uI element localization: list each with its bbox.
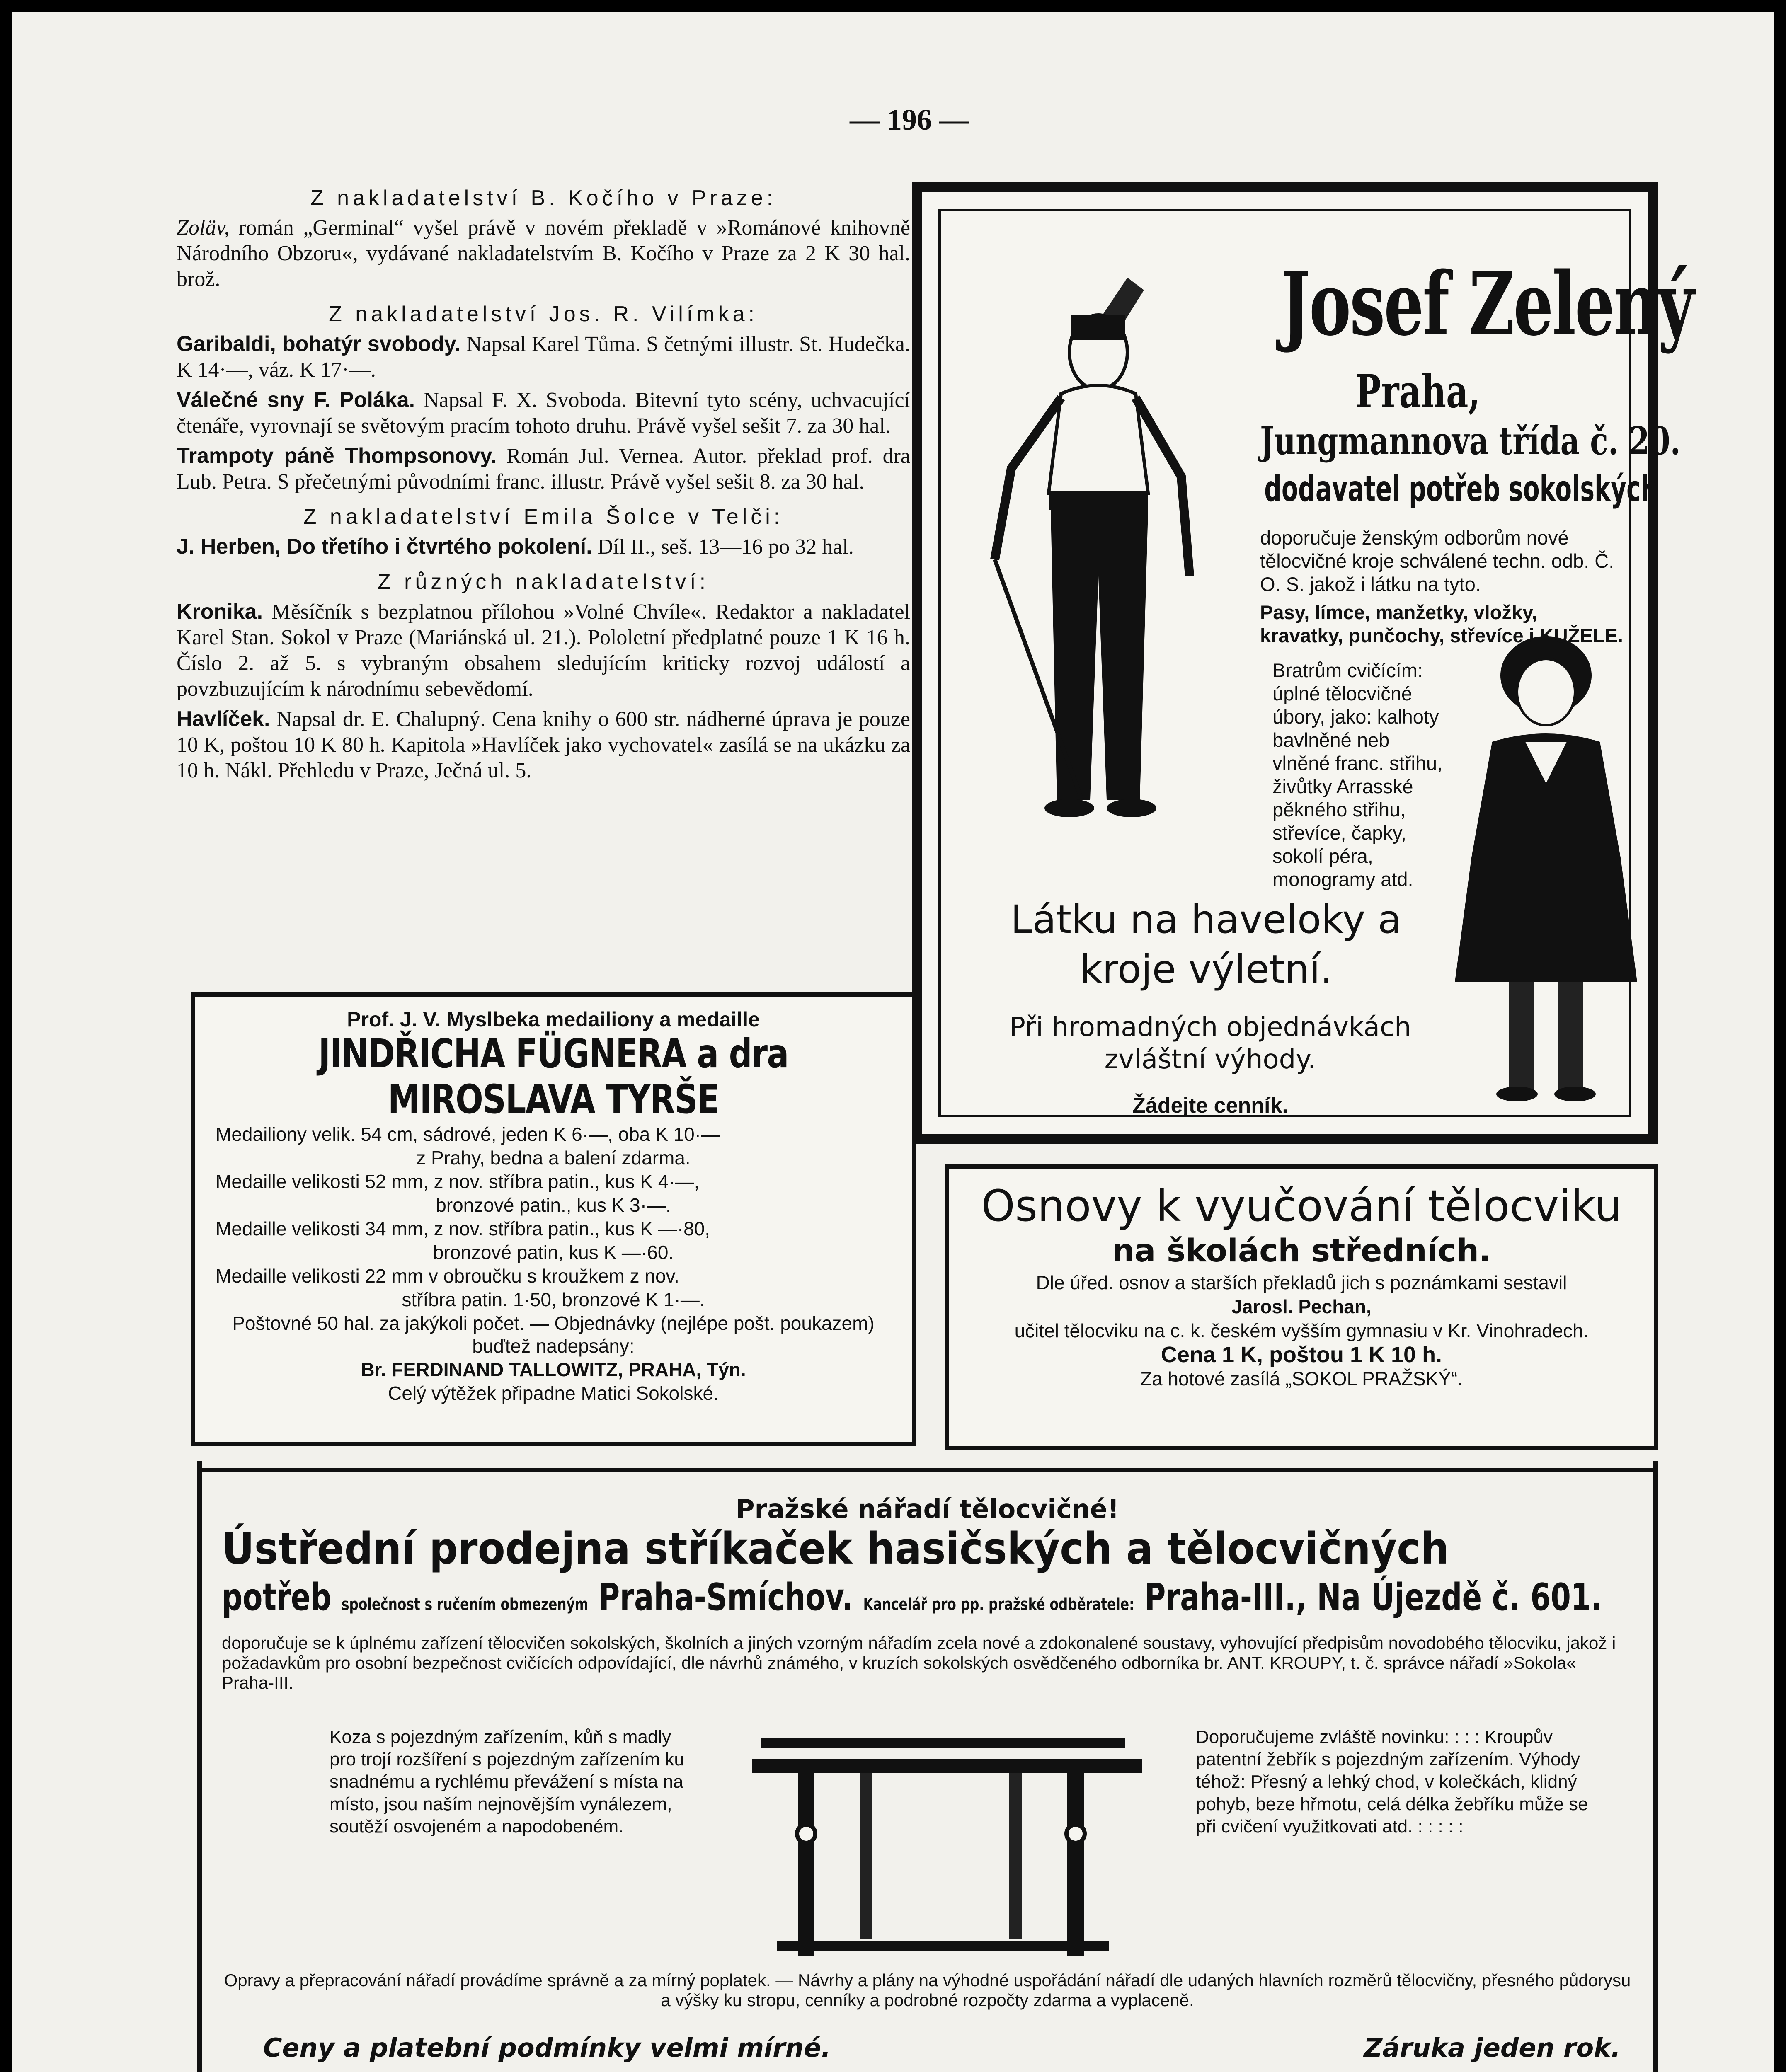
medal-ad-row: bronzové patin., kus K 3·—. — [436, 1194, 671, 1216]
prazske-footer-right: Záruka jeden rok. — [1364, 2033, 1621, 2063]
medal-advertisement — [191, 992, 916, 1446]
medal-ad-row: Celý výtěžek připadne Matici Sokolské. — [388, 1382, 719, 1404]
medal-ad-row: Br. FERDINAND TALLOWITZ, PRAHA, Týn. — [361, 1359, 746, 1380]
prazske-body — [222, 1494, 1633, 2072]
entry-text: román „Germinal“ vyšel právě v novém překladě v »Románové knihovně Národního Obzoru«, vydávané nakladatelstvím B. Kočího v Praze za 2 K 30 hal. brož. — [177, 216, 911, 291]
osnovy-line: Dle úřed. osnov a starších překladů jich s poznámkami sestavil — [1036, 1272, 1567, 1293]
zeleny-paragraph-1: doporučuje ženským odborům nové tělocvičné kroje schválené techn. odb. Č. O. S. jakož i látku na tyto. — [1260, 527, 1614, 595]
zeleny-paragraph-2: Pasy, límce, manžetky, vložky, kravatky, punčochy, střevíce i KUŽELE. — [1260, 601, 1623, 646]
entry-title: Zoläv, — [177, 216, 230, 240]
zeleny-city: Praha, — [1355, 365, 1481, 418]
publisher-news-column — [177, 176, 910, 788]
news-entry — [177, 215, 910, 292]
section-heading: Z nakladatelství Emila Šolce v Telči: — [303, 505, 784, 529]
entry-text: Měsíčník s bezplatnou přílohou »Volné Chvíle«. Redaktor a nakladatel Karel Stan. Sokol v Praze (Mariánská ul. 21.). Pololetní předplatné pouze 1 K 16 h. Číslo 2. až 5. s vybraným obsahem sledujícím kriticky rozvoj událostí a povzbuzujícím k národnímu sebevědomí. — [177, 600, 911, 701]
medal-ad-row: Medaille velikosti 52 mm, z nov. stříbra patin., kus K 4·—, — [216, 1171, 700, 1192]
page-number: — 196 — — [850, 103, 969, 136]
entry-text: Napsal Karel Tůma. S četnými illustr. St. Hudečka. K 14·—, váz. K 17·—. — [177, 332, 911, 382]
news-entry — [177, 599, 910, 702]
entry-title: Kronika. — [177, 600, 263, 624]
news-entry — [177, 331, 910, 383]
prazske-location: Praha-Smíchov. — [598, 1576, 853, 1619]
entry-title: Trampoty páně Thompsonovy. — [177, 444, 497, 468]
left-border — [197, 1461, 202, 2072]
medal-ad-row: Poštovné 50 hal. za jakýkoli počet. — Objednávky (nejlépe pošt. poukazem) buďtež nadepsány: — [232, 1312, 875, 1357]
news-entry — [177, 706, 910, 784]
prazske-office-label: Kancelář pro pp. pražské odběratele: — [863, 1595, 1134, 1614]
zeleny-bulk-offer: Při hromadných objednávkách zvláštní výhody. — [1009, 1012, 1411, 1075]
prazske-right-text: Doporučujeme zvláště novinku: : : : Kroupův patentní žebřík s pojezdným zařízením. Výhody téhož: Přesný a lehký chod, v kolečkách, klidný pohyb, beze hřmotu, celá délka žebříku může se při cvičení využitkovati atd. : : : : : — [1196, 1727, 1588, 1837]
medal-ad-row: Medaille velikosti 22 mm v obroučku s kroužkem z nov. — [216, 1265, 679, 1287]
prazske-company-line — [222, 1573, 1602, 1629]
osnovy-price: Cena 1 K, poštou 1 K 10 h. — [1161, 1342, 1442, 1367]
prazske-bottom-text: Opravy a přepracování nářadí provádíme správně a za mírný poplatek. — Návrhy a plány na výhodné uspořádání nářadí dle udaných hlavních rozměrů tělocvičny, přesného půdorysu a výšky ku stropu, cenníky a podrobné rozpočty zdarma a vyplaceně. — [224, 1970, 1631, 2010]
right-border — [1653, 1461, 1658, 2072]
prazske-description: doporučuje se k úplnému zařízení tělocvičen sokolských, školních a jiných vzorným nářadím zcela nové a zdokonalené soustavy, vyhovující předpisům novodobého tělocviku, jakož i požadavkům pro osobní bezpečnost cvičících odpovídající, dle návrhů známého, v kruzích sokolských osvědčeného odborníka br. ANT. KROUPY, t. č. správce nářadí »Sokola« Praha-III. — [222, 1633, 1616, 1692]
woman-illustration — [1447, 626, 1645, 1115]
osnovy-title: Osnovy k vyučování tělocviku — [981, 1181, 1622, 1231]
entry-text: Napsal F. X. Svoboda. Bitevní tyto scény, uchvacující čtenáře, vyrovnají se světovým pracím tohoto druhu. Právě vyšel sešit 7. za 30 hal. — [177, 388, 910, 438]
entry-text: Napsal dr. E. Chalupný. Cena knihy o 600 str. nádherné úprava je pouze 10 K, poštou 10 K 80 h. Kapitola »Havlíček jako vychovatel« zasílá se na ukázku za 10 h. Nákl. Přehledu v Praze, Ječná ul. 5. — [177, 707, 911, 782]
medal-ad-row: stříbra patin. 1·50, bronzové K 1·—. — [402, 1289, 705, 1310]
entry-title: Garibaldi, bohatýr svobody. — [177, 332, 461, 356]
osnovy-author: Jarosl. Pechan, — [1231, 1296, 1372, 1317]
zeleny-inner-frame — [938, 209, 1693, 1118]
prazske-office-address: Praha-III., Na Újezdě č. 601. — [1144, 1576, 1602, 1619]
section-heading: Z nakladatelství B. Kočího v Praze: — [310, 186, 777, 210]
osnovy-subtitle: na školách středních. — [1112, 1232, 1491, 1269]
zeleny-name: Josef Zelený — [1281, 253, 1693, 355]
prazske-naradi-advertisement — [197, 1461, 1658, 2072]
zeleny-fabric-line: Látku na haveloky a kroje výletní. — [1011, 897, 1402, 992]
entry-title: Válečné sny F. Poláka. — [177, 388, 415, 412]
news-entry — [177, 443, 910, 495]
entry-title: J. Herben, Do třetího i čtvrtého pokolení. — [177, 535, 592, 559]
prazske-left-text: Koza s pojezdným zařízením, kůň s madly pro trojí rozšíření s pojezdným zařízením ku snadnému a rychlému převážení s místa na místo, jsou naším nejnovějším vynálezem, soutěží osvojeném a napodobeném. — [330, 1727, 684, 1837]
medal-ad-line1: Prof. J. V. Myslbeka medailiony a medaille — [347, 1008, 760, 1031]
entry-text: Román Jul. Vernea. Autor. překlad prof. dra Lub. Petra. S přečetnými původními franc. illustr. Právě vyšel sešit 8. za 30 hal. — [177, 444, 910, 494]
section-heading: Z různých nakladatelství: — [377, 570, 710, 594]
osnovy-advertisement — [945, 1164, 1658, 1450]
entry-text: Díl II., seš. 13—16 po 32 hal. — [597, 535, 854, 559]
medal-ad-row: Medailiony velik. 54 cm, sádrové, jeden K 6·—, oba K 10·— — [216, 1123, 720, 1145]
prazske-main-line: Ústřední prodejna stříkaček hasičských a tělocvičných — [222, 1523, 1449, 1574]
zeleny-address: Jungmannova třída č. 20. — [1260, 419, 1681, 463]
prazske-title: Pražské nářadí tělocvičné! — [736, 1494, 1119, 1524]
top-border — [197, 1461, 1658, 1480]
zeleny-subtitle: dodavatel potřeb sokolských — [1264, 468, 1658, 510]
zeleny-advertisement — [912, 182, 1693, 1144]
news-entry — [177, 534, 910, 560]
page — [12, 12, 1774, 2072]
zeleny-paragraph-3: Bratrům cvičícím: úplné tělocvičné úbory, jako: kalhoty bavlněné neb vlněné franc. střihu, živůtky Arrasské pěkného střihu, střevíce, čapky, sokolí péra, monogramy atd. — [1272, 659, 1443, 890]
medal-ad-row: Medaille velikosti 34 mm, z nov. stříbra patin., kus K —·80, — [216, 1218, 710, 1239]
gymnastic-apparatus-illustration — [752, 1726, 1142, 1958]
news-entry — [177, 387, 910, 439]
entry-title: Havlíček. — [177, 707, 270, 731]
prazske-word-potreb: potřeb — [222, 1576, 332, 1619]
medal-ad-row: bronzové patin, kus K —·60. — [433, 1242, 674, 1263]
medal-ad-headline: JINDŘICHA FÜGNERA a dra MIROSLAVA TYRŠE — [318, 1031, 788, 1123]
prazske-company-type: společnost s ručením obmezeným — [341, 1595, 589, 1614]
osnovy-line: učitel tělocviku na c. k. českém vyšším gymnasiu v Kr. Vinohradech. — [1014, 1320, 1589, 1341]
prazske-footer-left: Ceny a platební podmínky velmi mírné. — [263, 2033, 831, 2063]
zeleny-cennik: Žádejte cenník. — [1132, 1094, 1288, 1118]
section-heading: Z nakladatelství Jos. R. Vilímka: — [329, 302, 758, 326]
osnovy-line: Za hotové zasílá „SOKOL PRAŽSKÝ“. — [1140, 1368, 1463, 1389]
medal-ad-row: z Prahy, bedna a balení zdarma. — [416, 1147, 691, 1169]
